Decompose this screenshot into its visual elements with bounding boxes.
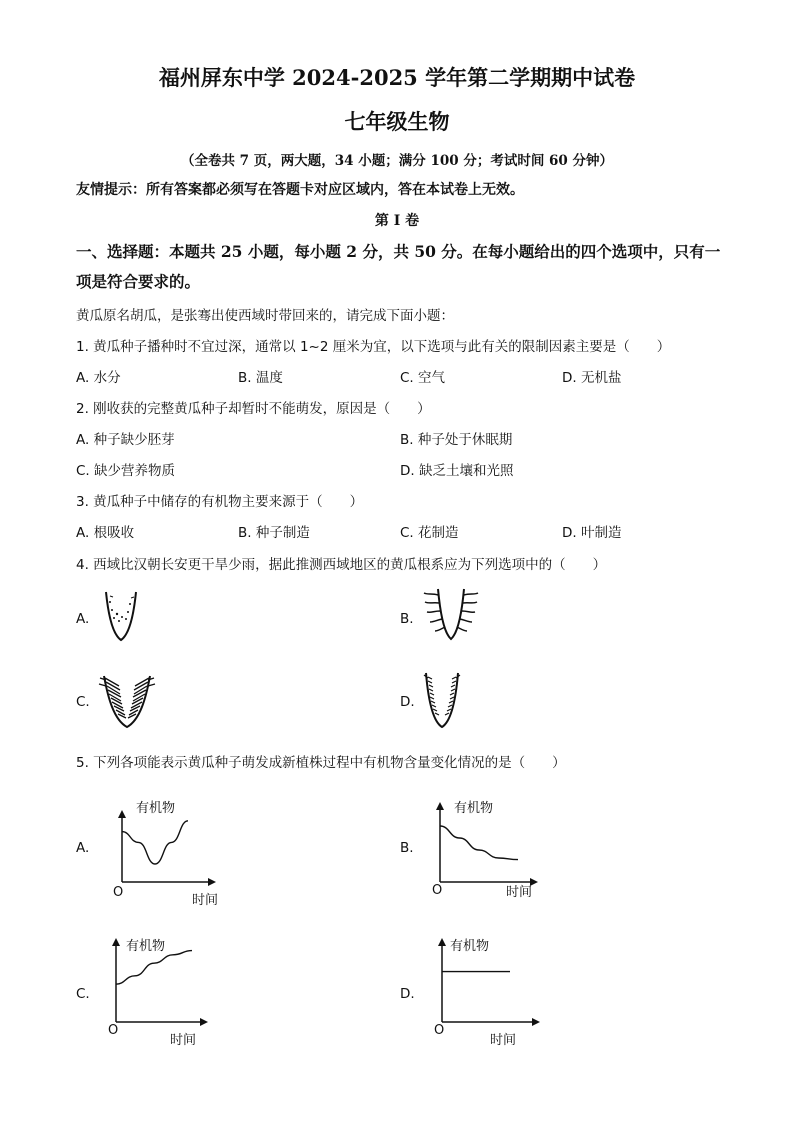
- root-image-c-icon: [96, 672, 160, 734]
- origin-label: O: [113, 885, 124, 900]
- x-axis-label: 时间: [170, 1033, 197, 1048]
- y-axis-label: 有机物: [454, 801, 494, 816]
- y-axis-arrow-icon: [112, 938, 120, 946]
- y-axis-arrow-icon: [436, 802, 444, 810]
- q5-option-b: B.: [400, 840, 414, 856]
- q4-option-d: D.: [400, 694, 415, 710]
- q1-option-c: C. 空气: [400, 370, 446, 386]
- root-image-b-icon: [420, 585, 482, 647]
- x-axis-label: 时间: [506, 885, 533, 900]
- q2-option-a: A. 种子缺少胚芽: [76, 432, 175, 448]
- q5-option-c: C.: [76, 986, 90, 1002]
- q3-option-c: C. 花制造: [400, 525, 459, 541]
- q3-option-d: D. 叶制造: [562, 525, 622, 541]
- root-image-a-icon: [100, 588, 144, 646]
- organic-matter-curve: [116, 951, 192, 985]
- q4-option-c: C.: [76, 694, 90, 710]
- question-1-stem: 1. 黄瓜种子播种时不宜过深，通常以 1~2 厘米为宜，以下选项与此有关的限制因素主要是（ ）: [76, 339, 671, 355]
- subject-title: 七年级生物: [344, 109, 450, 134]
- q1-option-b: B. 温度: [238, 370, 283, 386]
- exam-title: 福州屏东中学 2024-2025 学年第二学期期中试卷: [158, 65, 636, 90]
- y-axis-label: 有机物: [126, 939, 166, 954]
- x-axis-label: 时间: [192, 893, 219, 908]
- q3-option-b: B. 种子制造: [238, 525, 310, 541]
- passage-intro: 黄瓜原名胡瓜，是张骞出使西域时带回来的，请完成下面小题：: [76, 308, 454, 324]
- x-axis-arrow-icon: [200, 1018, 208, 1026]
- q5-option-a: A.: [76, 840, 90, 856]
- organic-matter-curve: [440, 826, 518, 860]
- q5-option-d: D.: [400, 986, 415, 1002]
- graph-c: [104, 934, 224, 1049]
- graph-d: [430, 934, 550, 1049]
- x-axis-arrow-icon: [208, 878, 216, 886]
- organic-matter-curve: [122, 821, 188, 864]
- x-axis-arrow-icon: [532, 1018, 540, 1026]
- y-axis-label: 有机物: [136, 801, 176, 816]
- q2-option-b: B. 种子处于休眠期: [400, 432, 513, 448]
- q1-option-d: D. 无机盐: [562, 370, 622, 386]
- origin-label: O: [432, 883, 443, 898]
- y-axis-arrow-icon: [118, 810, 126, 818]
- graph-a: [110, 796, 230, 911]
- section-instructions-2: 项是符合要求的。: [76, 272, 201, 291]
- q2-option-c: C. 缺少营养物质: [76, 463, 176, 479]
- question-4-stem: 4. 西域比汉朝长安更干旱少雨，据此推测西域地区的黄瓜根系应为下列选项中的（ ）: [76, 557, 607, 573]
- question-3-stem: 3. 黄瓜种子中储存的有机物主要来源于（ ）: [76, 494, 364, 510]
- x-axis-label: 时间: [490, 1033, 517, 1048]
- graph-b: [428, 796, 548, 901]
- y-axis-label: 有机物: [450, 939, 490, 954]
- friendly-tip: 友情提示：所有答案都必须写在答题卡对应区域内，答在本试卷上无效。: [76, 182, 524, 198]
- q1-option-a: A. 水分: [76, 370, 121, 386]
- q2-option-d: D. 缺乏土壤和光照: [400, 463, 514, 479]
- q4-option-a: A.: [76, 611, 90, 627]
- question-2-stem: 2. 刚收获的完整黄瓜种子却暂时不能萌发，原因是（ ）: [76, 401, 431, 417]
- exam-info: （全卷共 7 页，两大题，34 小题；满分 100 分；考试时间 60 分钟）: [180, 153, 614, 169]
- volume-label: 第 I 卷: [374, 213, 420, 229]
- origin-label: O: [108, 1023, 119, 1038]
- y-axis-arrow-icon: [438, 938, 446, 946]
- root-image-d-icon: [418, 669, 468, 733]
- q3-option-a: A. 根吸收: [76, 525, 135, 541]
- origin-label: O: [434, 1023, 445, 1038]
- question-5-stem: 5. 下列各项能表示黄瓜种子萌发成新植株过程中有机物含量变化情况的是（ ）: [76, 755, 566, 771]
- q4-option-b: B.: [400, 611, 414, 627]
- section-instructions-1: 一、选择题：本题共 25 小题，每小题 2 分，共 50 分。在每小题给出的四个选项中，只有一: [76, 242, 721, 261]
